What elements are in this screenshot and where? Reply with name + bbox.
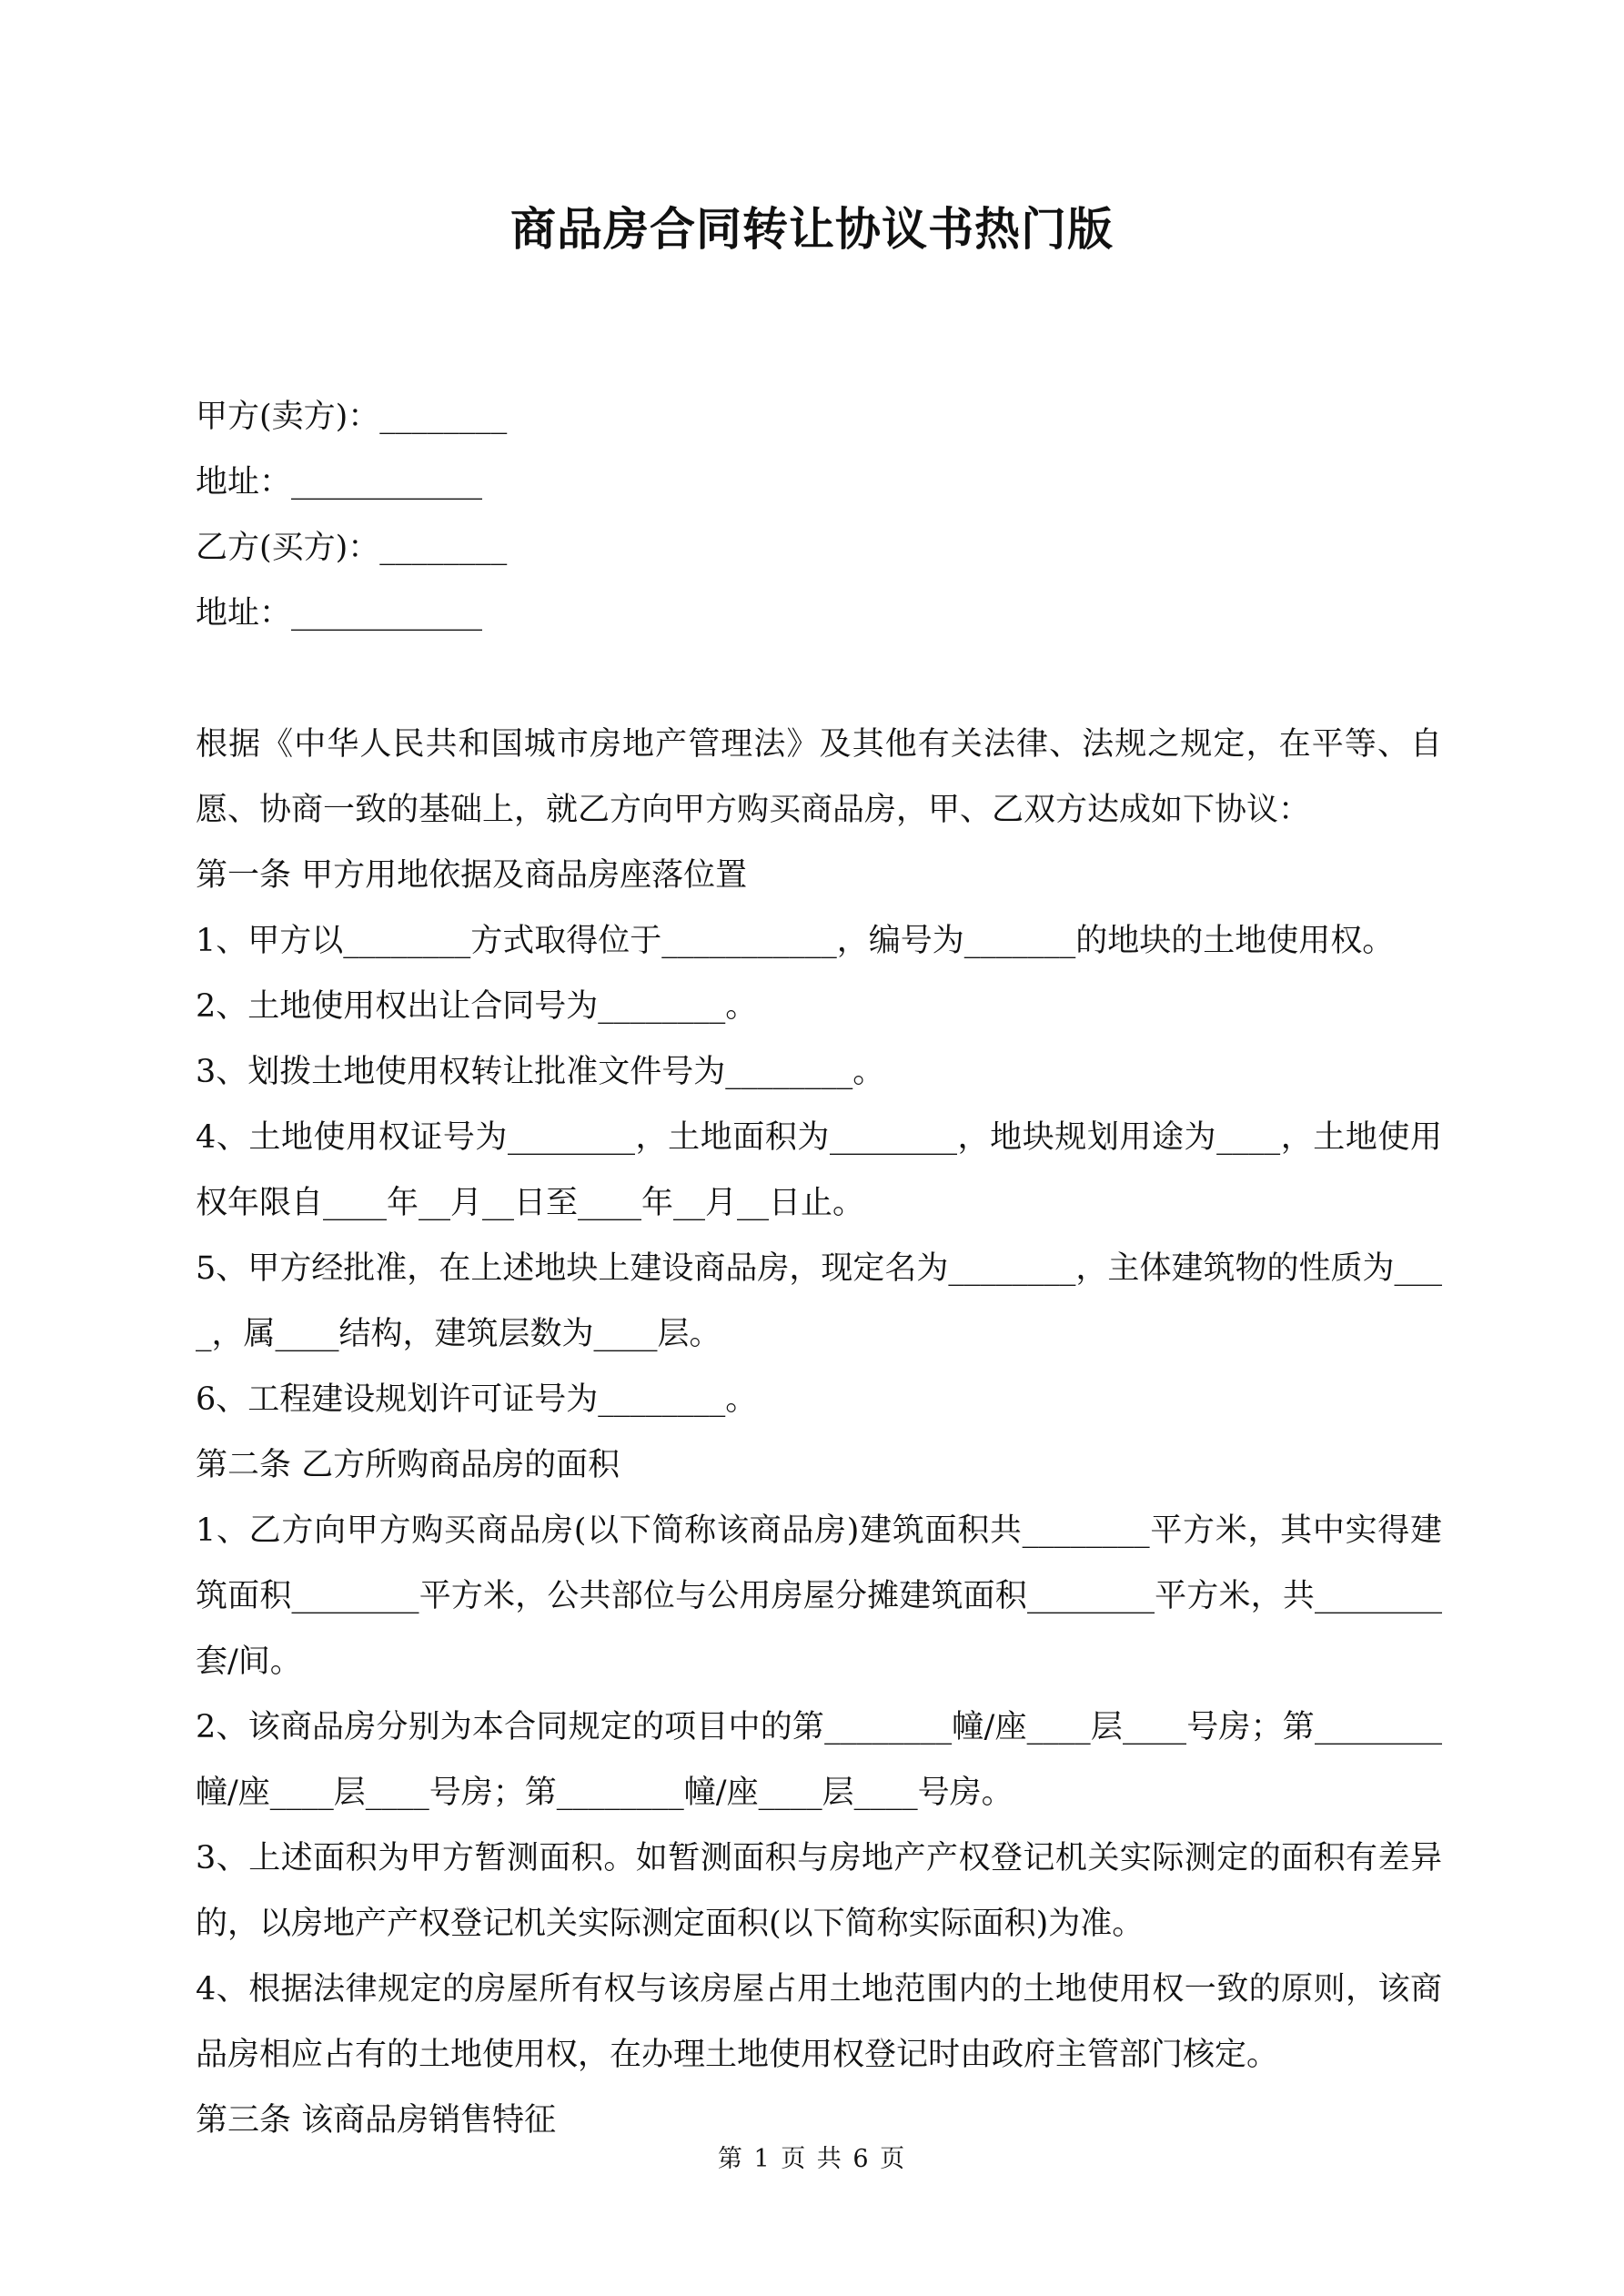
document-content — [196, 384, 1442, 2153]
document-title: 商品房合同转让协议书热门版 — [510, 202, 1114, 256]
page-number-footer: 第 1 页 共 6 页 — [717, 2145, 907, 2173]
article-heading: 第一条 甲方用地依据及商品房座落位置 — [196, 857, 748, 894]
article-heading: 第三条 该商品房销售特征 — [196, 2102, 557, 2139]
party-seller-address: 地址：____________ — [196, 464, 483, 501]
preamble-paragraph: 根据《中华人民共和国城市房地产管理法》及其他有关法律、法规之规定，在平等、自愿、协商一致的基础上，就乙方向甲方购买商品房，甲、乙双方达成如下协议： — [196, 726, 1442, 828]
clause-paragraph: 1、乙方向甲方购买商品房(以下简称该商品房)建筑面积共________平方米，其中实得建筑面积________平方米，公共部位与公用房屋分摊建筑面积________平方米，共________套/间。 — [196, 1512, 1442, 1680]
party-seller: 甲方(卖方)：________ — [196, 399, 508, 435]
clause-paragraph: 3、划拨土地使用权转让批准文件号为________。 — [196, 1054, 885, 1090]
clause-paragraph: 4、根据法律规定的房屋所有权与该房屋占用土地范围内的土地使用权一致的原则，该商品房相应占有的土地使用权，在办理土地使用权登记时由政府主管部门核定。 — [196, 1971, 1442, 2073]
clause-paragraph: 3、上述面积为甲方暂测面积。如暂测面积与房地产产权登记机关实际测定的面积有差异的，以房地产产权登记机关实际测定面积(以下简称实际面积)为准。 — [196, 1840, 1442, 1942]
spacer — [196, 646, 1442, 712]
clause-paragraph: 2、土地使用权出让合同号为________。 — [196, 988, 758, 1025]
party-buyer-address: 地址：____________ — [196, 595, 483, 632]
clause-paragraph: 1、甲方以________方式取得位于___________，编号为_______的地块的土地使用权。 — [196, 923, 1395, 959]
article-heading: 第二条 乙方所购商品房的面积 — [196, 1447, 620, 1483]
clause-paragraph: 6、工程建设规划许可证号为________。 — [196, 1381, 758, 1418]
clause-paragraph: 2、该商品房分别为本合同规定的项目中的第________幢/座____层____号房；第________幢/座____层____号房；第________幢/座____层____号房。 — [196, 1709, 1442, 1811]
party-buyer: 乙方(买方)：________ — [196, 530, 508, 566]
clause-paragraph: 4、土地使用权证号为________，土地面积为________，地块规划用途为____，土地使用权年限自____年__月__日至____年__月__日止。 — [196, 1119, 1442, 1221]
clause-paragraph: 5、甲方经批准，在上述地块上建设商品房，现定名为________，主体建筑物的性质为____，属____结构，建筑层数为____层。 — [196, 1250, 1442, 1352]
